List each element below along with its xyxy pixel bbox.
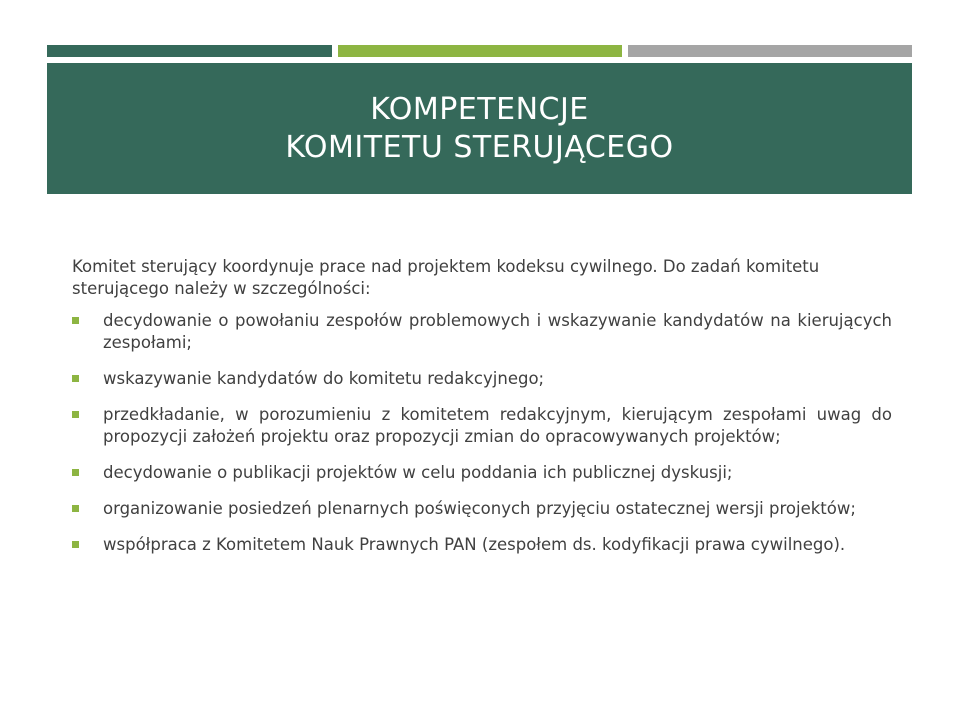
decorative-top-bars — [47, 45, 912, 57]
bullet-item — [72, 498, 892, 520]
bullet-item — [72, 534, 892, 556]
bullet-text: decydowanie o powołaniu zespołów problemowych i wskazywanie kandydatów na kierujących zespołami; — [103, 311, 892, 352]
square-bullet-icon — [72, 541, 79, 548]
title-band — [47, 63, 912, 194]
bullet-item — [72, 462, 892, 484]
slide-content — [72, 256, 892, 570]
slide-title-line-1: KOMPETENCJE — [370, 91, 589, 127]
bullet-text: przedkładanie, w porozumieniu z komitetem redakcyjnym, kierującym zespołami uwag do propozycji założeń projektu oraz propozycji zmian do opracowywanych projektów; — [103, 405, 892, 446]
bullet-text: wskazywanie kandydatów do komitetu redakcyjnego; — [103, 369, 545, 388]
square-bullet-icon — [72, 505, 79, 512]
square-bullet-icon — [72, 469, 79, 476]
square-bullet-icon — [72, 375, 79, 382]
slide-title-line-2: KOMITETU STERUJĄCEGO — [285, 129, 674, 165]
top-bar-light-green — [338, 45, 622, 57]
bullet-item — [72, 368, 892, 390]
top-bar-dark-green — [47, 45, 332, 57]
bullet-text: organizowanie posiedzeń plenarnych poświęconych przyjęciu ostatecznej wersji projektów; — [103, 499, 856, 518]
bullet-item — [72, 310, 892, 354]
intro-paragraph: Komitet sterujący koordynuje prace nad projektem kodeksu cywilnego. Do zadań komitetu sterującego należy w szczególności: — [72, 257, 820, 298]
bullet-text: współpraca z Komitetem Nauk Prawnych PAN (zespołem ds. kodyfikacji prawa cywilnego). — [103, 535, 846, 554]
square-bullet-icon — [72, 317, 79, 324]
bullet-list — [72, 310, 892, 556]
top-bar-gray — [628, 45, 912, 57]
square-bullet-icon — [72, 411, 79, 418]
bullet-item — [72, 404, 892, 448]
bullet-text: decydowanie o publikacji projektów w celu poddania ich publicznej dyskusji; — [103, 463, 733, 482]
